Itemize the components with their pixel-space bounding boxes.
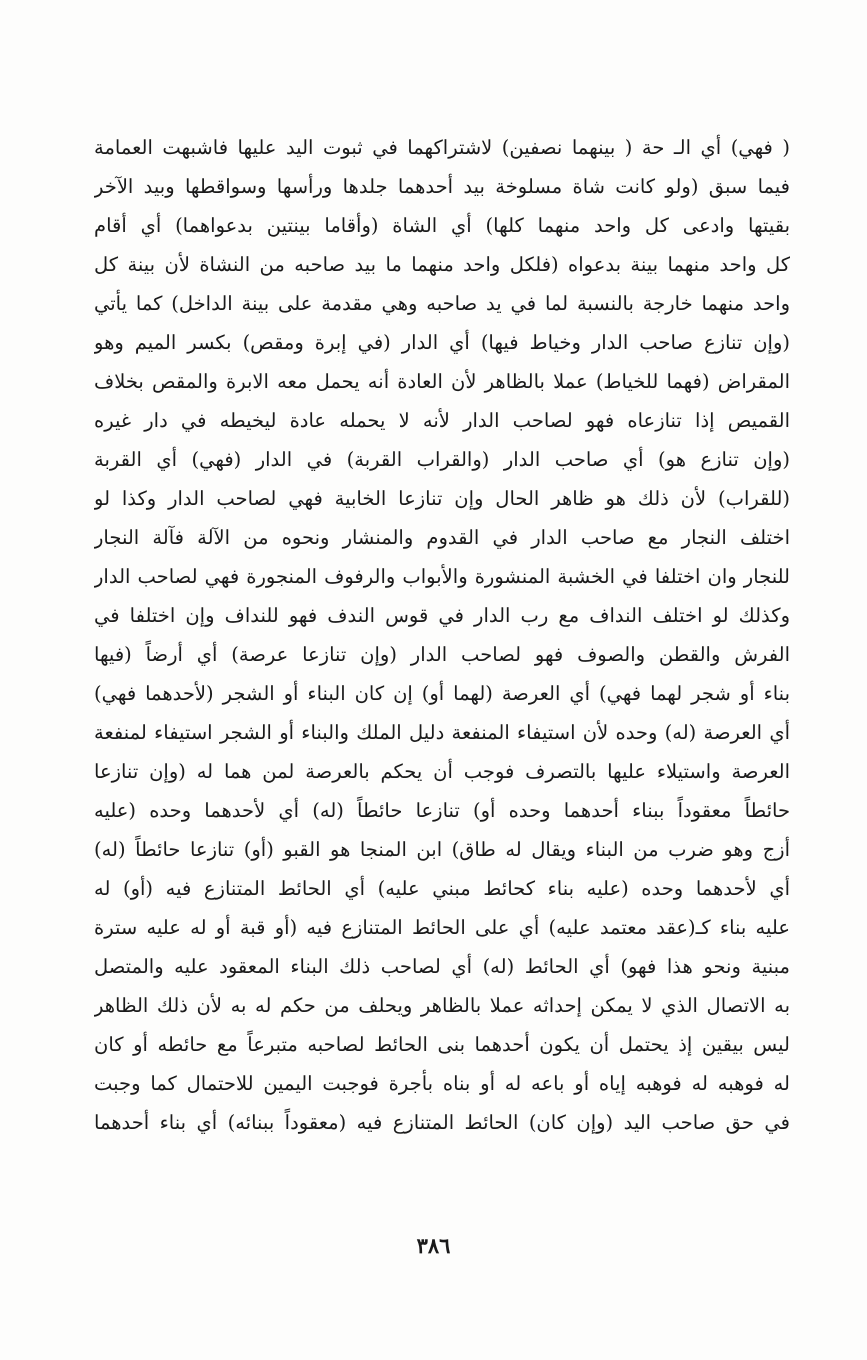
text-line: (للقراب) لأن ذلك هو ظاهر الحال وإن تنازعا الخابية فهي لصاحب الدار وكذا لو [94,487,790,510]
text-line: وكذلك لو اختلف النداف مع رب الدار في قوس الندف فهو للنداف وإن اختلفا في [94,604,790,627]
text-line: أي العرصة (له) وحده لأن استيفاء المنفعة دليل الملك والبناء أو الشجر استيفاء لمنفعة [94,721,790,744]
text-line: للنجار وان اختلفا في الخشبة المنشورة والأبواب والرفوف المنجورة فهي لصاحب الدار [94,565,790,588]
text-line: اختلف النجار مع صاحب الدار في القدوم والمنشار ونحوه من الآلة فآلة النجار [94,526,790,549]
text-line: حائطاً معقوداً ببناء أحدهما وحده أو) تنازعا حائطاً (له) أي لأحدهما وحده (عليه [94,799,790,822]
text-line: في حق صاحب اليد (وإن كان) الحائط المتنازع فيه (معقوداً ببنائه) أي بناء أحدهما [94,1111,790,1134]
text-line: (وإن تنازع هو) أي صاحب الدار (والقراب القربة) في الدار (فهي) أي القربة [94,448,790,471]
text-line: له فوهبه له فوهبه إياه أو باعه له أو بناه بأجرة فوجبت اليمين للاحتمال كما وجبت [94,1072,790,1095]
text-line: به الاتصال الذي لا يمكن إحداثه عملا بالظاهر ويحلف من حكم له به لأن ذلك الظاهر [94,994,790,1017]
text-line: العرصة واستيلاء عليها بالتصرف فوجب أن يحكم بالعرصة لمن هما له (وإن تنازعا [94,760,790,783]
page-number: ٣٨٦ [416,1233,451,1258]
text-line: عليه بناء كـ(عقد معتمد عليه) أي على الحائط المتنازع فيه (أو قبة أو له عليه سترة [94,916,790,939]
text-line: ليس بيقين إذ يحتمل أن يكون أحدهما بنى الحائط لصاحبه متبرعاً مع حائطه أو كان [94,1033,790,1056]
body-text [94,128,790,1142]
text-line: (وإن تنازع صاحب الدار وخياط فيها) أي الدار (في إبرة ومقص) بكسر الميم وهو [94,331,790,354]
text-line: بقيتها وادعى كل واحد منهما كلها) أي الشاة (وأقاما بينتين بدعواهما) أي أقام [94,214,790,237]
text-line: واحد منهما خارجة بالنسبة لما في يد صاحبه وهي مقدمة على بينة الداخل) كما يأتي [94,292,790,315]
text-line: أزج وهو ضرب من البناء ويقال له طاق) ابن المنجا هو القبو (أو) تنازعا حائطاً (له) [94,838,790,861]
text-line: المقراض (فهما للخياط) عملا بالظاهر لأن العادة أنه يحمل معه الابرة والمقص بخلاف [94,370,790,393]
text-line: بناء أو شجر لهما فهي) أي العرصة (لهما أو) إن كان البناء أو الشجر (لأحدهما فهي) [94,682,790,705]
text-line: القميص إذا تنازعاه فهو لصاحب الدار لأنه لا يحمله عادة ليخيطه في دار غيره [94,409,790,432]
text-line: مبنية ونحو هذا فهو) أي الحائط (له) أي لصاحب ذلك البناء المعقود عليه والمتصل [94,955,790,978]
text-line: ( فهي) أي الـ حة ( بينهما نصفين) لاشتراكهما في ثبوت اليد عليها فاشبهت العمامة [94,136,790,159]
text-line: الفرش والقطن والصوف فهو لصاحب الدار (وإن تنازعا عرصة) أي أرضاً (فيها [94,643,790,666]
text-line: كل واحد منهما بينة بدعواه (فلكل واحد منهما ما بيد صاحبه من النشاة لأن بينة كل [94,253,790,276]
text-line: فيما سبق (ولو كانت شاة مسلوخة بيد أحدهما جلدها ورأسها وسواقطها وبيد الآخر [94,175,790,198]
text-line: أي لأحدهما وحده (عليه بناء كحائط مبني عليه) أي الحائط المتنازع فيه (أو) له [94,877,790,900]
